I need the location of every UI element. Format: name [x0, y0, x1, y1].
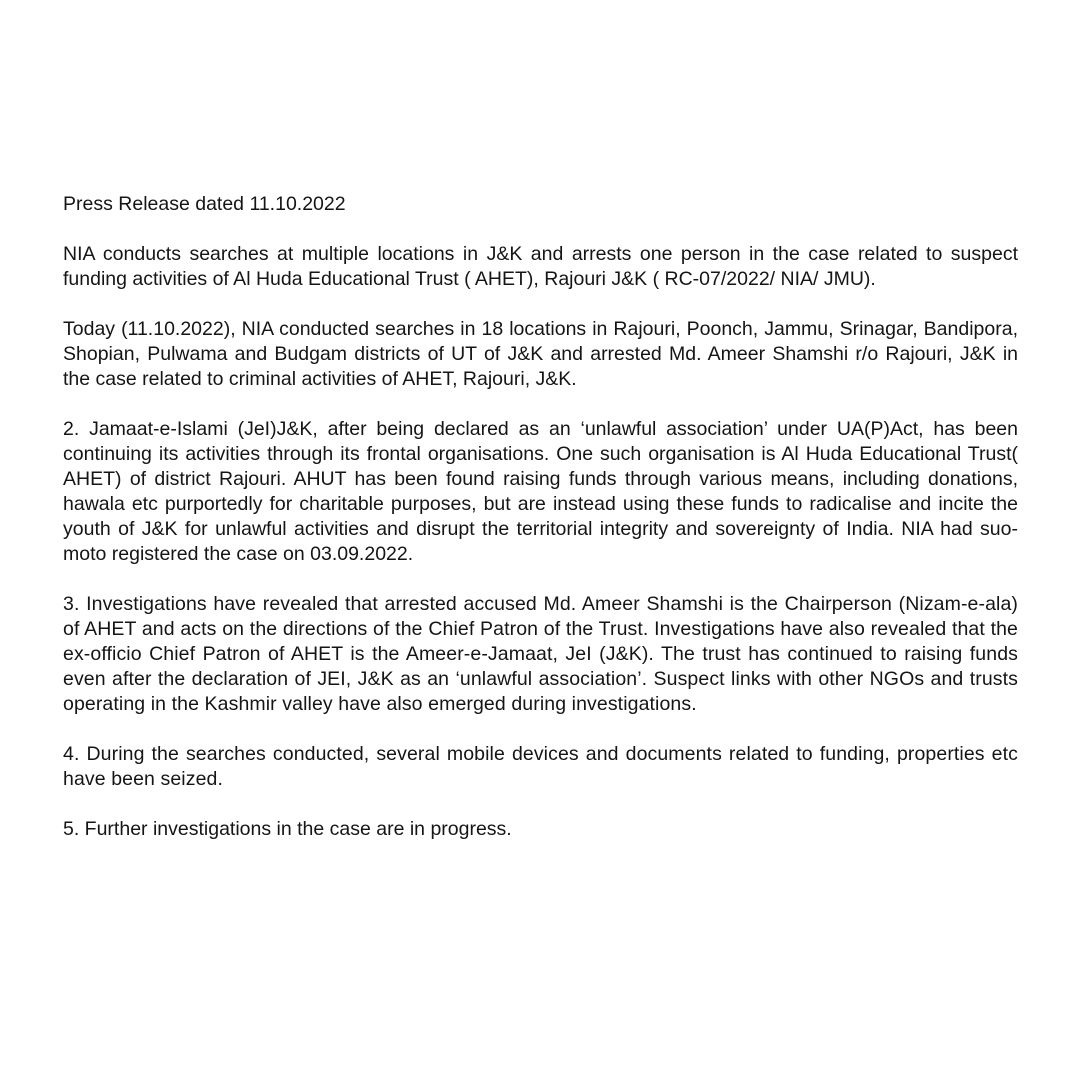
paragraph-intro: Today (11.10.2022), NIA conducted searches in 18 locations in Rajouri, Poonch, Jammu, Srinagar, Bandipora, Shopian, Pulwama and Budgam districts of UT of J&K and arrested Md. Ameer Shamshi r/o Rajouri, J&K in the case related to criminal activities of AHET, Rajouri, J&K.	[63, 318, 1018, 390]
paragraph-2: 2. Jamaat-e-Islami (JeI)J&K, after being declared as an ‘unlawful association’ under UA(P)Act, has been continuing its activities through its frontal organisations. One such organisation is Al Huda Educational Trust( AHET) of district Rajouri. AHUT has been found raising funds through various means, including donations, hawala etc purportedly for charitable purposes, but are instead using these funds to radicalise and incite the youth of J&K for unlawful activities and disrupt the territorial integrity and sovereignty of India. NIA had suo-moto registered the case on 03.09.2022.	[63, 418, 1018, 565]
paragraph-3: 3. Investigations have revealed that arrested accused Md. Ameer Shamshi is the Chairperson (Nizam-e-ala) of AHET and acts on the directions of the Chief Patron of the Trust. Investigations have also revealed that the ex-officio Chief Patron of AHET is the Ameer-e-Jamaat, JeI (J&K). The trust has continued to raising funds even after the declaration of JEI, J&K as an ‘unlawful association’. Suspect links with other NGOs and trusts operating in the Kashmir valley have also emerged during investigations.	[63, 593, 1018, 715]
press-release-body	[63, 192, 1018, 867]
press-release-dateline: Press Release dated 11.10.2022	[63, 193, 346, 215]
paragraph-4: 4. During the searches conducted, several mobile devices and documents related to funding, properties etc have been seized.	[63, 743, 1018, 790]
paragraph-5: 5. Further investigations in the case are in progress.	[63, 818, 512, 840]
press-release-headline: NIA conducts searches at multiple locations in J&K and arrests one person in the case related to suspect funding activities of Al Huda Educational Trust ( AHET), Rajouri J&K ( RC-07/2022/ NIA/ JMU).	[63, 243, 1018, 290]
